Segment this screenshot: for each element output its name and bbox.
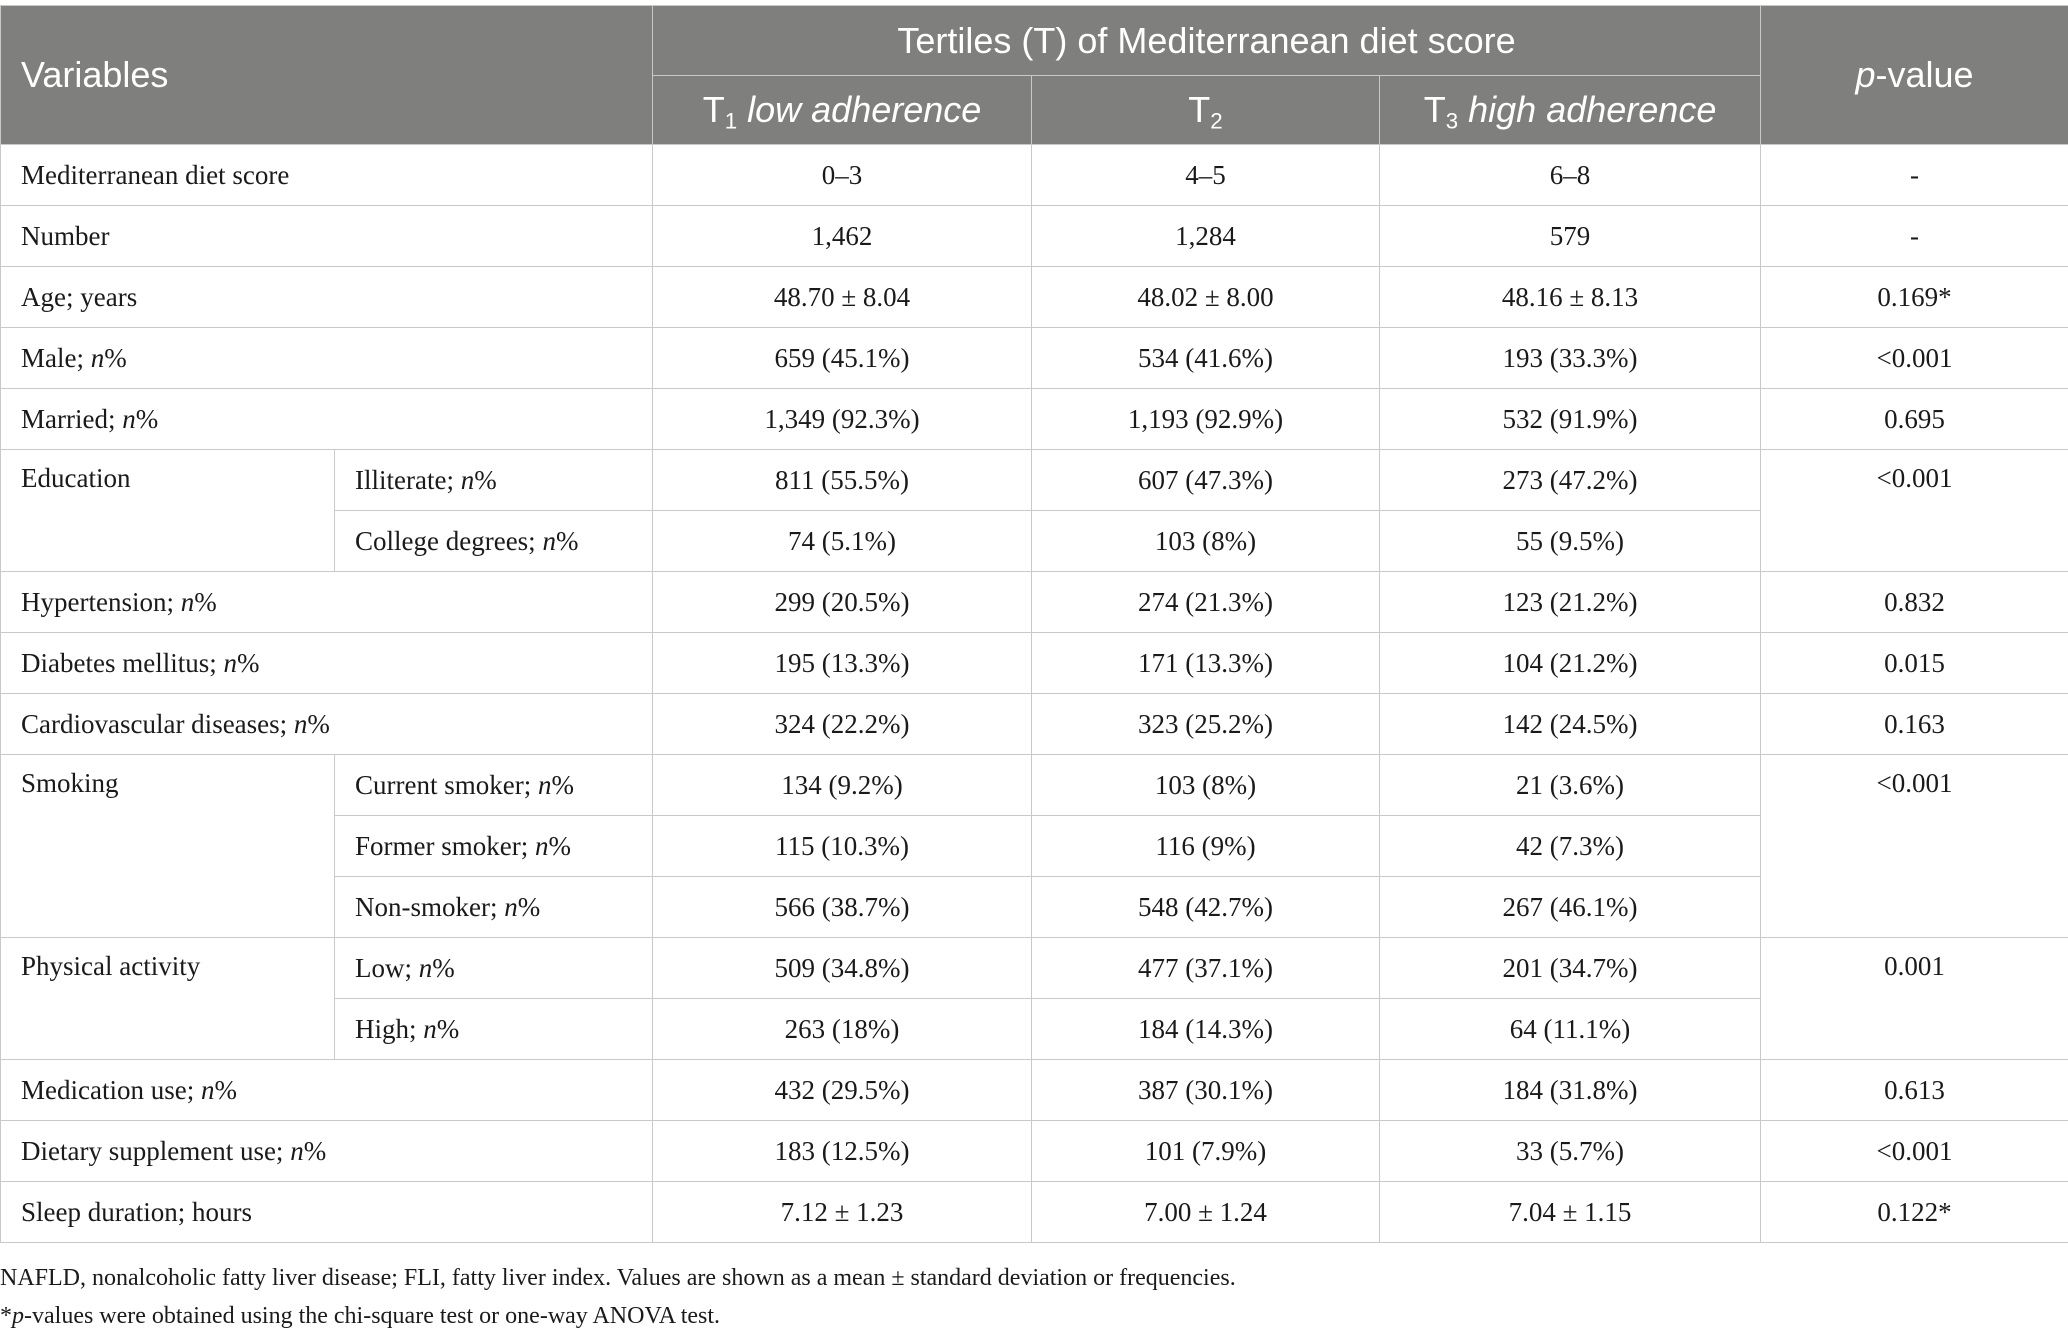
- cell-t1: 48.70 ± 8.04: [653, 267, 1032, 328]
- group-label-physical-activity: Physical activity: [1, 938, 335, 1060]
- cell-t2: 171 (13.3%): [1032, 633, 1380, 694]
- cell-t3: 42 (7.3%): [1380, 816, 1761, 877]
- sub-label: Non-smoker; n%: [335, 877, 653, 938]
- cell-t1: 7.12 ± 1.23: [653, 1182, 1032, 1243]
- cell-p-value: 0.169*: [1761, 267, 2068, 328]
- group-label-smoking: Smoking: [1, 755, 335, 938]
- cell-t1: 195 (13.3%): [653, 633, 1032, 694]
- table-row: [1, 267, 2068, 328]
- cell-p-value: 0.015: [1761, 633, 2068, 694]
- cell-t3: 184 (31.8%): [1380, 1060, 1761, 1121]
- cell-t1: 659 (45.1%): [653, 328, 1032, 389]
- cell-t3: 64 (11.1%): [1380, 999, 1761, 1060]
- header-tertiles-group: Tertiles (T) of Mediterranean diet score: [653, 6, 1761, 76]
- cell-t1: 324 (22.2%): [653, 694, 1032, 755]
- cell-t2: 548 (42.7%): [1032, 877, 1380, 938]
- cell-t3: 201 (34.7%): [1380, 938, 1761, 999]
- cell-t3: 267 (46.1%): [1380, 877, 1761, 938]
- header-t2: $T_2$: [1032, 76, 1380, 145]
- sub-label: College degrees; n%: [335, 511, 653, 572]
- table-row: [1, 755, 2068, 816]
- cell-p-value: 0.613: [1761, 1060, 2068, 1121]
- cell-t1: 432 (29.5%): [653, 1060, 1032, 1121]
- group-label-education: Education: [1, 450, 335, 572]
- table-row: [1, 572, 2068, 633]
- cell-p-value: -: [1761, 145, 2068, 206]
- cell-p-value: <0.001: [1761, 450, 2068, 572]
- table-row: [1, 1121, 2068, 1182]
- cell-t1: 115 (10.3%): [653, 816, 1032, 877]
- cell-p-value: -: [1761, 206, 2068, 267]
- cell-t1: 1,349 (92.3%): [653, 389, 1032, 450]
- row-label: Mediterranean diet score: [1, 145, 653, 206]
- header-t1: $T_1$ low adherence: [653, 76, 1032, 145]
- cell-t1: 263 (18%): [653, 999, 1032, 1060]
- header-t3: $T_3$ high adherence: [1380, 76, 1761, 145]
- cell-t1: 74 (5.1%): [653, 511, 1032, 572]
- cell-t1: 811 (55.5%): [653, 450, 1032, 511]
- cell-p-value: 0.001: [1761, 938, 2068, 1060]
- cell-p-value: <0.001: [1761, 755, 2068, 938]
- row-label: Medication use; n%: [1, 1060, 653, 1121]
- row-label: Diabetes mellitus; n%: [1, 633, 653, 694]
- cell-t3: 55 (9.5%): [1380, 511, 1761, 572]
- cell-t1: 183 (12.5%): [653, 1121, 1032, 1182]
- cell-t3: 532 (91.9%): [1380, 389, 1761, 450]
- table-row: [1, 1060, 2068, 1121]
- table-footnotes: [0, 1259, 2068, 1335]
- cell-t2: 387 (30.1%): [1032, 1060, 1380, 1121]
- cell-p-value: 0.832: [1761, 572, 2068, 633]
- cell-t1: 509 (34.8%): [653, 938, 1032, 999]
- cell-p-value: <0.001: [1761, 328, 2068, 389]
- sub-label: High; n%: [335, 999, 653, 1060]
- cell-t1: 1,462: [653, 206, 1032, 267]
- table-row: [1, 206, 2068, 267]
- cell-t3: 33 (5.7%): [1380, 1121, 1761, 1182]
- table-row: [1, 694, 2068, 755]
- header-variables: Variables: [1, 6, 653, 145]
- table-row: [1, 145, 2068, 206]
- row-label: Dietary supplement use; n%: [1, 1121, 653, 1182]
- sub-label: Illiterate; n%: [335, 450, 653, 511]
- row-label: Male; n%: [1, 328, 653, 389]
- row-label: Married; n%: [1, 389, 653, 450]
- tertiles-table: [0, 5, 2068, 1243]
- cell-t2: 7.00 ± 1.24: [1032, 1182, 1380, 1243]
- table-row: [1, 450, 2068, 511]
- cell-t3: 7.04 ± 1.15: [1380, 1182, 1761, 1243]
- cell-t2: 116 (9%): [1032, 816, 1380, 877]
- cell-t3: 193 (33.3%): [1380, 328, 1761, 389]
- table-row: [1, 389, 2068, 450]
- cell-t3: 579: [1380, 206, 1761, 267]
- footnote-abbreviations: NAFLD, nonalcoholic fatty liver disease; FLI, fatty liver index. Values are shown as a mean ± standard deviation or frequencies.: [0, 1265, 1236, 1291]
- cell-t3: 48.16 ± 8.13: [1380, 267, 1761, 328]
- cell-t3: 6–8: [1380, 145, 1761, 206]
- table-row: [1, 633, 2068, 694]
- cell-t2: 534 (41.6%): [1032, 328, 1380, 389]
- cell-p-value: <0.001: [1761, 1121, 2068, 1182]
- cell-t2: 1,193 (92.9%): [1032, 389, 1380, 450]
- sub-label: Former smoker; n%: [335, 816, 653, 877]
- cell-p-value: 0.695: [1761, 389, 2068, 450]
- cell-t2: 103 (8%): [1032, 511, 1380, 572]
- row-label: Age; years: [1, 267, 653, 328]
- cell-t3: 21 (3.6%): [1380, 755, 1761, 816]
- table-header: [1, 6, 2068, 145]
- cell-t2: 607 (47.3%): [1032, 450, 1380, 511]
- cell-t2: 103 (8%): [1032, 755, 1380, 816]
- footnote-p-values: *p-values were obtained using the chi-square test or one-way ANOVA test.: [0, 1303, 721, 1329]
- row-label: Hypertension; n%: [1, 572, 653, 633]
- cell-t2: 4–5: [1032, 145, 1380, 206]
- row-label: Sleep duration; hours: [1, 1182, 653, 1243]
- cell-p-value: 0.163: [1761, 694, 2068, 755]
- cell-t3: 142 (24.5%): [1380, 694, 1761, 755]
- row-label: Number: [1, 206, 653, 267]
- cell-t2: 1,284: [1032, 206, 1380, 267]
- cell-t1: 134 (9.2%): [653, 755, 1032, 816]
- sub-label: Low; n%: [335, 938, 653, 999]
- cell-t2: 274 (21.3%): [1032, 572, 1380, 633]
- cell-t3: 273 (47.2%): [1380, 450, 1761, 511]
- cell-t2: 101 (7.9%): [1032, 1121, 1380, 1182]
- cell-t2: 48.02 ± 8.00: [1032, 267, 1380, 328]
- cell-t2: 184 (14.3%): [1032, 999, 1380, 1060]
- header-p-value: p-value: [1761, 6, 2068, 145]
- cell-t1: 566 (38.7%): [653, 877, 1032, 938]
- row-label: Cardiovascular diseases; n%: [1, 694, 653, 755]
- cell-t2: 477 (37.1%): [1032, 938, 1380, 999]
- table-row: [1, 1182, 2068, 1243]
- sub-label: Current smoker; n%: [335, 755, 653, 816]
- table-row: [1, 938, 2068, 999]
- cell-t1: 0–3: [653, 145, 1032, 206]
- cell-t3: 104 (21.2%): [1380, 633, 1761, 694]
- cell-p-value: 0.122*: [1761, 1182, 2068, 1243]
- cell-t1: 299 (20.5%): [653, 572, 1032, 633]
- table-row: [1, 328, 2068, 389]
- cell-t2: 323 (25.2%): [1032, 694, 1380, 755]
- cell-t3: 123 (21.2%): [1380, 572, 1761, 633]
